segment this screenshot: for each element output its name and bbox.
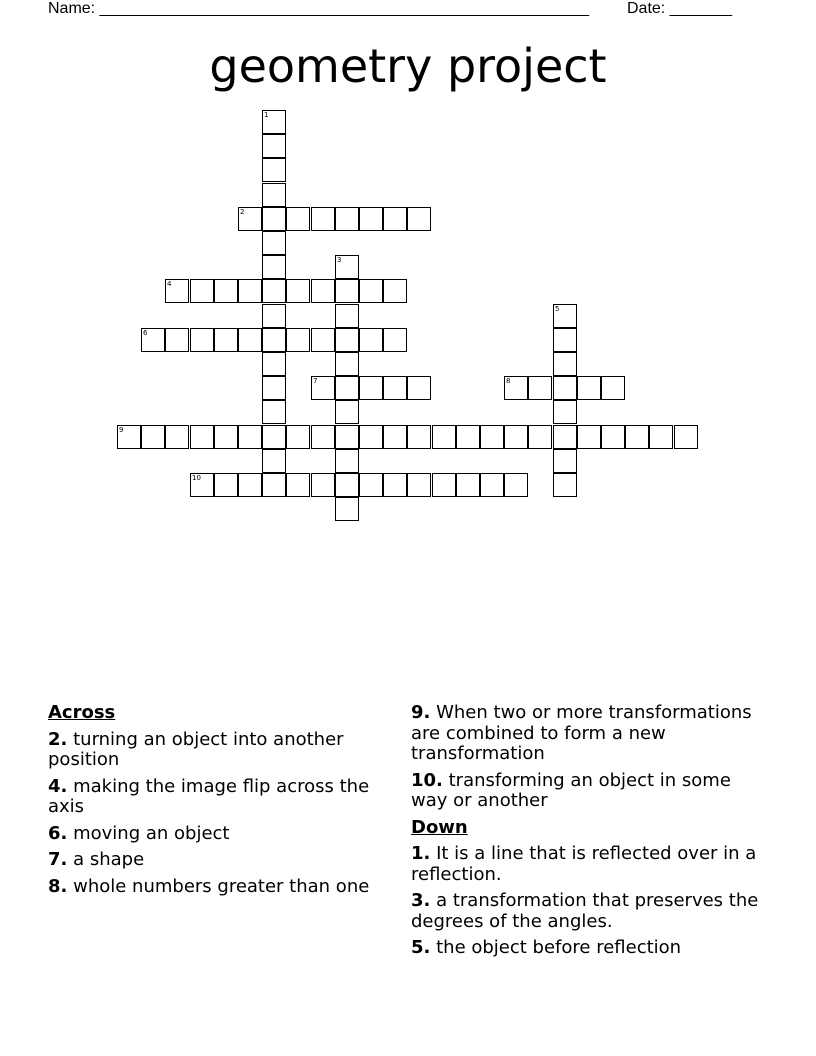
date-label: Date: <box>627 0 670 17</box>
crossword-cell[interactable] <box>262 328 286 352</box>
clue-number: 7 <box>313 377 318 385</box>
crossword-cell[interactable] <box>625 425 649 449</box>
clue-number: 5 <box>555 305 560 313</box>
crossword-cell[interactable] <box>383 328 407 352</box>
crossword-cell[interactable] <box>190 425 214 449</box>
crossword-cell[interactable] <box>407 425 431 449</box>
crossword-cell[interactable] <box>504 425 528 449</box>
crossword-cell[interactable] <box>407 376 431 400</box>
across-heading: Across <box>48 702 116 723</box>
crossword-cell[interactable] <box>601 425 625 449</box>
crossword-cell[interactable] <box>238 279 262 303</box>
crossword-cell[interactable] <box>335 328 359 352</box>
crossword-cell[interactable] <box>262 279 286 303</box>
clue-number: 9 <box>119 426 124 434</box>
crossword-cell[interactable] <box>214 328 238 352</box>
crossword-cell[interactable] <box>577 425 601 449</box>
crossword-cell[interactable] <box>311 376 335 400</box>
crossword-cell[interactable] <box>262 449 286 473</box>
name-label: Name: <box>48 0 100 17</box>
crossword-cell[interactable] <box>528 425 552 449</box>
crossword-cell[interactable] <box>359 425 383 449</box>
crossword-cell[interactable] <box>190 473 214 497</box>
crossword-cell[interactable] <box>480 425 504 449</box>
crossword-cell[interactable] <box>553 352 577 376</box>
crossword-cell[interactable] <box>335 425 359 449</box>
crossword-cell[interactable] <box>359 376 383 400</box>
crossword-cell[interactable] <box>335 400 359 424</box>
crossword-cell[interactable] <box>165 328 189 352</box>
crossword-cell[interactable] <box>286 207 310 231</box>
crossword-cell[interactable] <box>311 207 335 231</box>
clue-number: 4 <box>167 280 172 288</box>
crossword-cell[interactable] <box>335 449 359 473</box>
crossword-cell[interactable] <box>141 328 165 352</box>
crossword-cell[interactable] <box>553 376 577 400</box>
crossword-cell[interactable] <box>262 400 286 424</box>
clue-down-3: 3. a transformation that preserves the degrees of the angles. <box>411 890 759 932</box>
crossword-cell[interactable] <box>214 279 238 303</box>
crossword-cell[interactable] <box>311 279 335 303</box>
crossword-cell[interactable] <box>335 304 359 328</box>
crossword-cell[interactable] <box>238 207 262 231</box>
crossword-cell[interactable] <box>553 425 577 449</box>
crossword-cell[interactable] <box>238 473 262 497</box>
crossword-cell[interactable] <box>383 425 407 449</box>
crossword-cell[interactable] <box>311 425 335 449</box>
crossword-cell[interactable] <box>553 304 577 328</box>
clues-right-column <box>411 703 761 965</box>
crossword-cell[interactable] <box>214 425 238 449</box>
crossword-cell[interactable] <box>262 110 286 134</box>
clue-down-1: 1. It is a line that is reflected over in a reflection. <box>411 843 757 885</box>
crossword-cell[interactable] <box>262 207 286 231</box>
crossword-cell[interactable] <box>553 473 577 497</box>
clues-left-column <box>48 703 393 903</box>
crossword-cell[interactable] <box>553 328 577 352</box>
clue-across-10: 10. transforming an object in some way or another <box>411 769 731 811</box>
crossword-cell[interactable] <box>262 134 286 158</box>
crossword-cell[interactable] <box>407 207 431 231</box>
crossword-cell[interactable] <box>649 425 673 449</box>
crossword-cell[interactable] <box>190 279 214 303</box>
crossword-cell[interactable] <box>286 473 310 497</box>
crossword-cell[interactable] <box>311 328 335 352</box>
crossword-cell[interactable] <box>601 376 625 400</box>
crossword-cell[interactable] <box>528 376 552 400</box>
crossword-cell[interactable] <box>335 473 359 497</box>
crossword-cell[interactable] <box>141 425 165 449</box>
crossword-cell[interactable] <box>165 279 189 303</box>
crossword-cell[interactable] <box>432 473 456 497</box>
clue-across-4: 4. making the image flip across the axis <box>48 775 370 817</box>
crossword-cell[interactable] <box>335 497 359 521</box>
crossword-cell[interactable] <box>383 279 407 303</box>
crossword-cell[interactable] <box>286 425 310 449</box>
crossword-cell[interactable] <box>335 207 359 231</box>
crossword-cell[interactable] <box>238 328 262 352</box>
clue-number: 8 <box>506 377 511 385</box>
crossword-cell[interactable] <box>335 279 359 303</box>
crossword-cell[interactable] <box>480 473 504 497</box>
clue-across-9: 9. When two or more transformations are combined to form a new transformation <box>411 702 752 764</box>
clue-number: 1 <box>264 111 269 119</box>
crossword-cell[interactable] <box>117 425 141 449</box>
clue-across-6: 6. moving an object <box>48 822 230 844</box>
crossword-cell[interactable] <box>238 425 262 449</box>
crossword-cell[interactable] <box>262 376 286 400</box>
crossword-cell[interactable] <box>383 473 407 497</box>
crossword-cell[interactable] <box>335 352 359 376</box>
crossword-cell[interactable] <box>383 207 407 231</box>
crossword-cell[interactable] <box>311 473 335 497</box>
clue-number: 2 <box>240 208 245 216</box>
clue-across-2: 2. turning an object into another position <box>48 728 344 770</box>
crossword-cell[interactable] <box>359 328 383 352</box>
crossword-cell[interactable] <box>504 473 528 497</box>
crossword-cell[interactable] <box>407 473 431 497</box>
clue-across-7: 7. a shape <box>48 849 145 870</box>
crossword-cell[interactable] <box>262 255 286 279</box>
crossword-cell[interactable] <box>286 279 310 303</box>
crossword-cell[interactable] <box>262 231 286 255</box>
crossword-cell[interactable] <box>262 473 286 497</box>
crossword-cell[interactable] <box>165 425 189 449</box>
crossword-cell[interactable] <box>456 473 480 497</box>
crossword-cell[interactable] <box>553 449 577 473</box>
crossword-cell[interactable] <box>262 158 286 182</box>
crossword-cell[interactable] <box>553 400 577 424</box>
crossword-cell[interactable] <box>262 183 286 207</box>
crossword-cell[interactable] <box>577 376 601 400</box>
name-line[interactable]: _______________________________________________________ <box>99 0 589 17</box>
clue-down-5: 5. the object before reflection <box>411 937 682 958</box>
crossword-cell[interactable] <box>504 376 528 400</box>
crossword-cell[interactable] <box>359 207 383 231</box>
crossword-cell[interactable] <box>359 473 383 497</box>
crossword-cell[interactable] <box>214 473 238 497</box>
crossword-cell[interactable] <box>286 328 310 352</box>
crossword-cell[interactable] <box>432 425 456 449</box>
crossword-cell[interactable] <box>456 425 480 449</box>
crossword-cell[interactable] <box>262 352 286 376</box>
crossword-cell[interactable] <box>262 425 286 449</box>
down-heading: Down <box>411 816 468 838</box>
date-line[interactable]: _______ <box>669 0 732 17</box>
crossword-cell[interactable] <box>335 376 359 400</box>
clue-number: 6 <box>143 329 148 337</box>
crossword-cell[interactable] <box>674 425 698 449</box>
clue-number: 3 <box>337 256 342 264</box>
crossword-cell[interactable] <box>335 255 359 279</box>
crossword-cell[interactable] <box>190 328 214 352</box>
crossword-cell[interactable] <box>383 376 407 400</box>
clue-across-8: 8. whole numbers greater than one <box>48 875 370 897</box>
page-title: geometry project <box>209 39 607 93</box>
crossword-cell[interactable] <box>262 304 286 328</box>
clue-number: 10 <box>192 474 201 482</box>
crossword-cell[interactable] <box>359 279 383 303</box>
